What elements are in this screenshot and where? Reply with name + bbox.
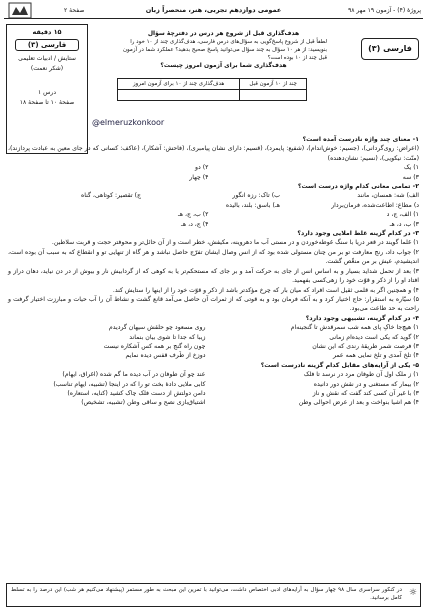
- option[interactable]: ۱) الف، ج، د: [386, 211, 419, 219]
- header-page-number: صفحهٔ ۲: [64, 6, 85, 14]
- question-5: ۵- یکی از آرایه‌های مقابل کدام گزینه نادرست است؟: [260, 361, 419, 369]
- option[interactable]: ۴) چهار: [189, 173, 209, 181]
- item: د) مطاع: اطاعت‌شده، فرمان‌بردار: [331, 201, 419, 209]
- header-project: پروژهٔ (۴) - آزمون ۱۹ مهر ۹۸: [348, 6, 421, 14]
- goal-question: هدف‌گذاری شما برای آزمون امروز چیست؟: [160, 62, 287, 69]
- subject-badge: فارسی (۳): [361, 38, 419, 60]
- goal-table-prev: چند از ۱۰ آزمون قبل: [240, 79, 307, 90]
- page-header: [4, 2, 423, 19]
- option[interactable]: ۲) جواب داد، رنج معارفت تو بر من چنان مستولی شده بود که از انس وصال ایشان تفرّج حاصل نباشد و هر گاه از تنهایی تو و انقطاع که به سبب آن بوده است، اندیشیدم، عیش بر من منغّص گشت.: [8, 248, 419, 266]
- goal-table-cell[interactable]: [240, 90, 307, 101]
- header-title: عمومی دوازدهم تجربی، هنر، منحصراً زبان: [145, 6, 282, 14]
- question-4: ۴- در کدام گزینه، تشبیهی وجود دارد؟: [305, 314, 419, 322]
- instagram-handle: @elmeruzkonkoor: [92, 118, 165, 127]
- verse: دامن دولتش از دست فلک چاک کشید (کنایه، استعاره): [67, 389, 206, 397]
- lesson-subtopic: (شکر نعمت): [30, 65, 64, 72]
- goal-table-cell[interactable]: [118, 90, 240, 101]
- verse[interactable]: ۳) فرصت شمر طریقهٔ رندی که این نشان: [312, 342, 419, 350]
- option[interactable]: ۱) غلما گویند در قعر دریا با سنگ غوطه‌خوردن و در مستی آب ما دهروینه، مکیفش، خطر است و از آن حائل‌تر و محوفتر حجت و قربت سلاطین.: [51, 239, 419, 247]
- verse: روی مسعود چو حلقش سیهان گردیدم: [108, 324, 206, 332]
- question-4-verses: [8, 323, 419, 361]
- lesson-pages: صفحهٔ ۱۰ تا صفحهٔ ۱۸: [19, 99, 75, 106]
- lesson-topic: ستایش / ادبیات تعلیمی: [18, 55, 76, 62]
- lightbulb-icon: ☼: [408, 588, 417, 598]
- time-label: ۱۵ دقیقه: [32, 28, 62, 36]
- question-1-options: [8, 163, 419, 182]
- option[interactable]: ۴) ج، د، هـ: [181, 220, 209, 228]
- verse[interactable]: ۱) هیچ‌جا خاکِ پای همه شب سمرقدش تا گنجینه‌ام: [290, 324, 419, 332]
- question-2: ۲- تمامی معانی کدام واژه درست است؟: [297, 183, 419, 191]
- verse[interactable]: ۴) هم اشیا بنواخت و بعد از عرض احوالی وطن: [298, 399, 419, 407]
- item: هـ) باسق: بلند، بالیده: [225, 201, 280, 209]
- verse: اشتیاق‌بازی نصح و ساقی وطن (تشبیه، تشخیص): [81, 399, 206, 407]
- option[interactable]: ۲) ب، ج، هـ: [177, 211, 209, 219]
- option[interactable]: ۳) بعد از تحمل شداید بسیار و به اساس انس از جای به حرکت آمد و بر جای که مستحکم‌تر یا به کوهی که از گردابیش نار و بیوش از در دن نیاید، دهان دراز و افتاد او را از ذکر و قوّت خود را زهی‌کسی بفهمید.: [8, 267, 419, 285]
- lesson-number: درس ۱: [37, 89, 57, 96]
- option[interactable]: ۱) یک: [404, 164, 419, 172]
- verse: زیبا که جدا تا شوی بیان بنماند: [129, 333, 206, 341]
- questions-body: [8, 135, 419, 408]
- verse: عند چو آن طوفان در آب دیده ما گم شده (اغراق، ایهام): [62, 371, 206, 379]
- item: الف) شه: همسان، مانند: [357, 192, 419, 200]
- goal-title: هدف‌گذاری قبل از شروع هر درس در دفترچهٔ سؤال: [147, 30, 300, 37]
- verse: کابی ملایی دادهٔ بخت تو را که در اینجا (تشبیه، ایهام تناسب): [53, 380, 206, 388]
- item: ج) تقصیر: کوتاهی، گناه: [81, 192, 141, 200]
- tip-text: در کنکور سراسری سال ۹۸ چهار سؤال به آرایه‌های ادبی اختصاص داشت، می‌توانید با تمرین این مبحث به طور مستمر (پیشنهاد می‌کنیم هر شب) این درصد را به تسلط کامل برسانید.: [11, 587, 402, 601]
- lesson-subject: فارسی (۳): [15, 39, 79, 51]
- question-1: ۱- معنای چند واژه نادرست آمده است؟: [302, 136, 419, 143]
- option[interactable]: ۲) دو: [195, 164, 209, 172]
- goal-table: [117, 78, 307, 101]
- verse[interactable]: ۲) بیمار که مستغنی و در نقش دور دانیده: [313, 380, 419, 388]
- verse: دوزخ از طَرف قفس دیده نمایم: [125, 352, 206, 360]
- question-3: ۳- در کدام گزینه غلط املایی وجود دارد؟: [297, 230, 419, 238]
- verse[interactable]: ۲) گوید که یکی است دیده‌ام زمانی: [329, 333, 419, 341]
- verse[interactable]: ۴) تلخ آمدی و تلخ نمایی همه عمر: [332, 352, 419, 360]
- verse[interactable]: ۱) ز ملک اول آن طوفان مرد در نرسد تا فلک: [303, 371, 419, 379]
- question-2-options: [8, 210, 419, 229]
- publisher-logo-icon: [8, 2, 32, 19]
- question-1-text: (اعراض: روی‌گردانی)، (جسیم: خوش‌اندام)، (شفیع: پایمرد)، (قسیم: دارای نشان پیامبری)، (فاحش: آشکار)، (عاکف: کسانی که در جای معین به عبادت پردازند)، (منّت: نیکویی)، (نسیم: نشان‌دهنده): [8, 145, 419, 162]
- goal-table-today: هدف‌گذاری چند از ۱۰ برای آزمون امروز: [118, 79, 240, 90]
- question-5-verses: [8, 370, 419, 408]
- option[interactable]: ۵) سیّاره به استقرار: حاج اختیار کرد و به آنکه فرمان بود و به قوتی که از ثمرات آن حاصل می‌آمد قانع گشت و نشاط آن را آب حیات و مبارزت اختیار گرفت و راحت به حد طاعت می‌بود.: [8, 295, 419, 313]
- item: ب) تاک: رزه انگور: [232, 192, 280, 200]
- option[interactable]: ۳) سه: [402, 173, 419, 181]
- verse: چون راه گنج بر همه کس آشکاره نیست: [103, 342, 206, 350]
- goal-setting-box: [120, 30, 327, 70]
- goal-text: لطفاً قبل از شروع پاسخ‌گویی به سؤال‌های درس فارسی، هدف‌گذاری چند از ۱۰ خود را بنویسید: از هر ۱۰ سؤال به چند سؤال می‌توانید پاسخ صحیح بدهید؟ عملکرد شما در آزمون قبل چند از ۱۰ بوده است؟: [123, 39, 327, 61]
- option[interactable]: ۳) ب، د، هـ: [389, 220, 419, 228]
- verse[interactable]: ۳) با غیر آن کسی کند گفت که نقش و ناز: [312, 389, 419, 397]
- option[interactable]: ۴) و همچنین اگر به قلمی ثقیل است افراد که میان بار که چرخ مؤکدتر باشد از ذکر و قوّت خود را از اینها را ستایش کند.: [112, 286, 419, 294]
- question-2-items: [8, 191, 419, 210]
- tip-box: [6, 583, 421, 607]
